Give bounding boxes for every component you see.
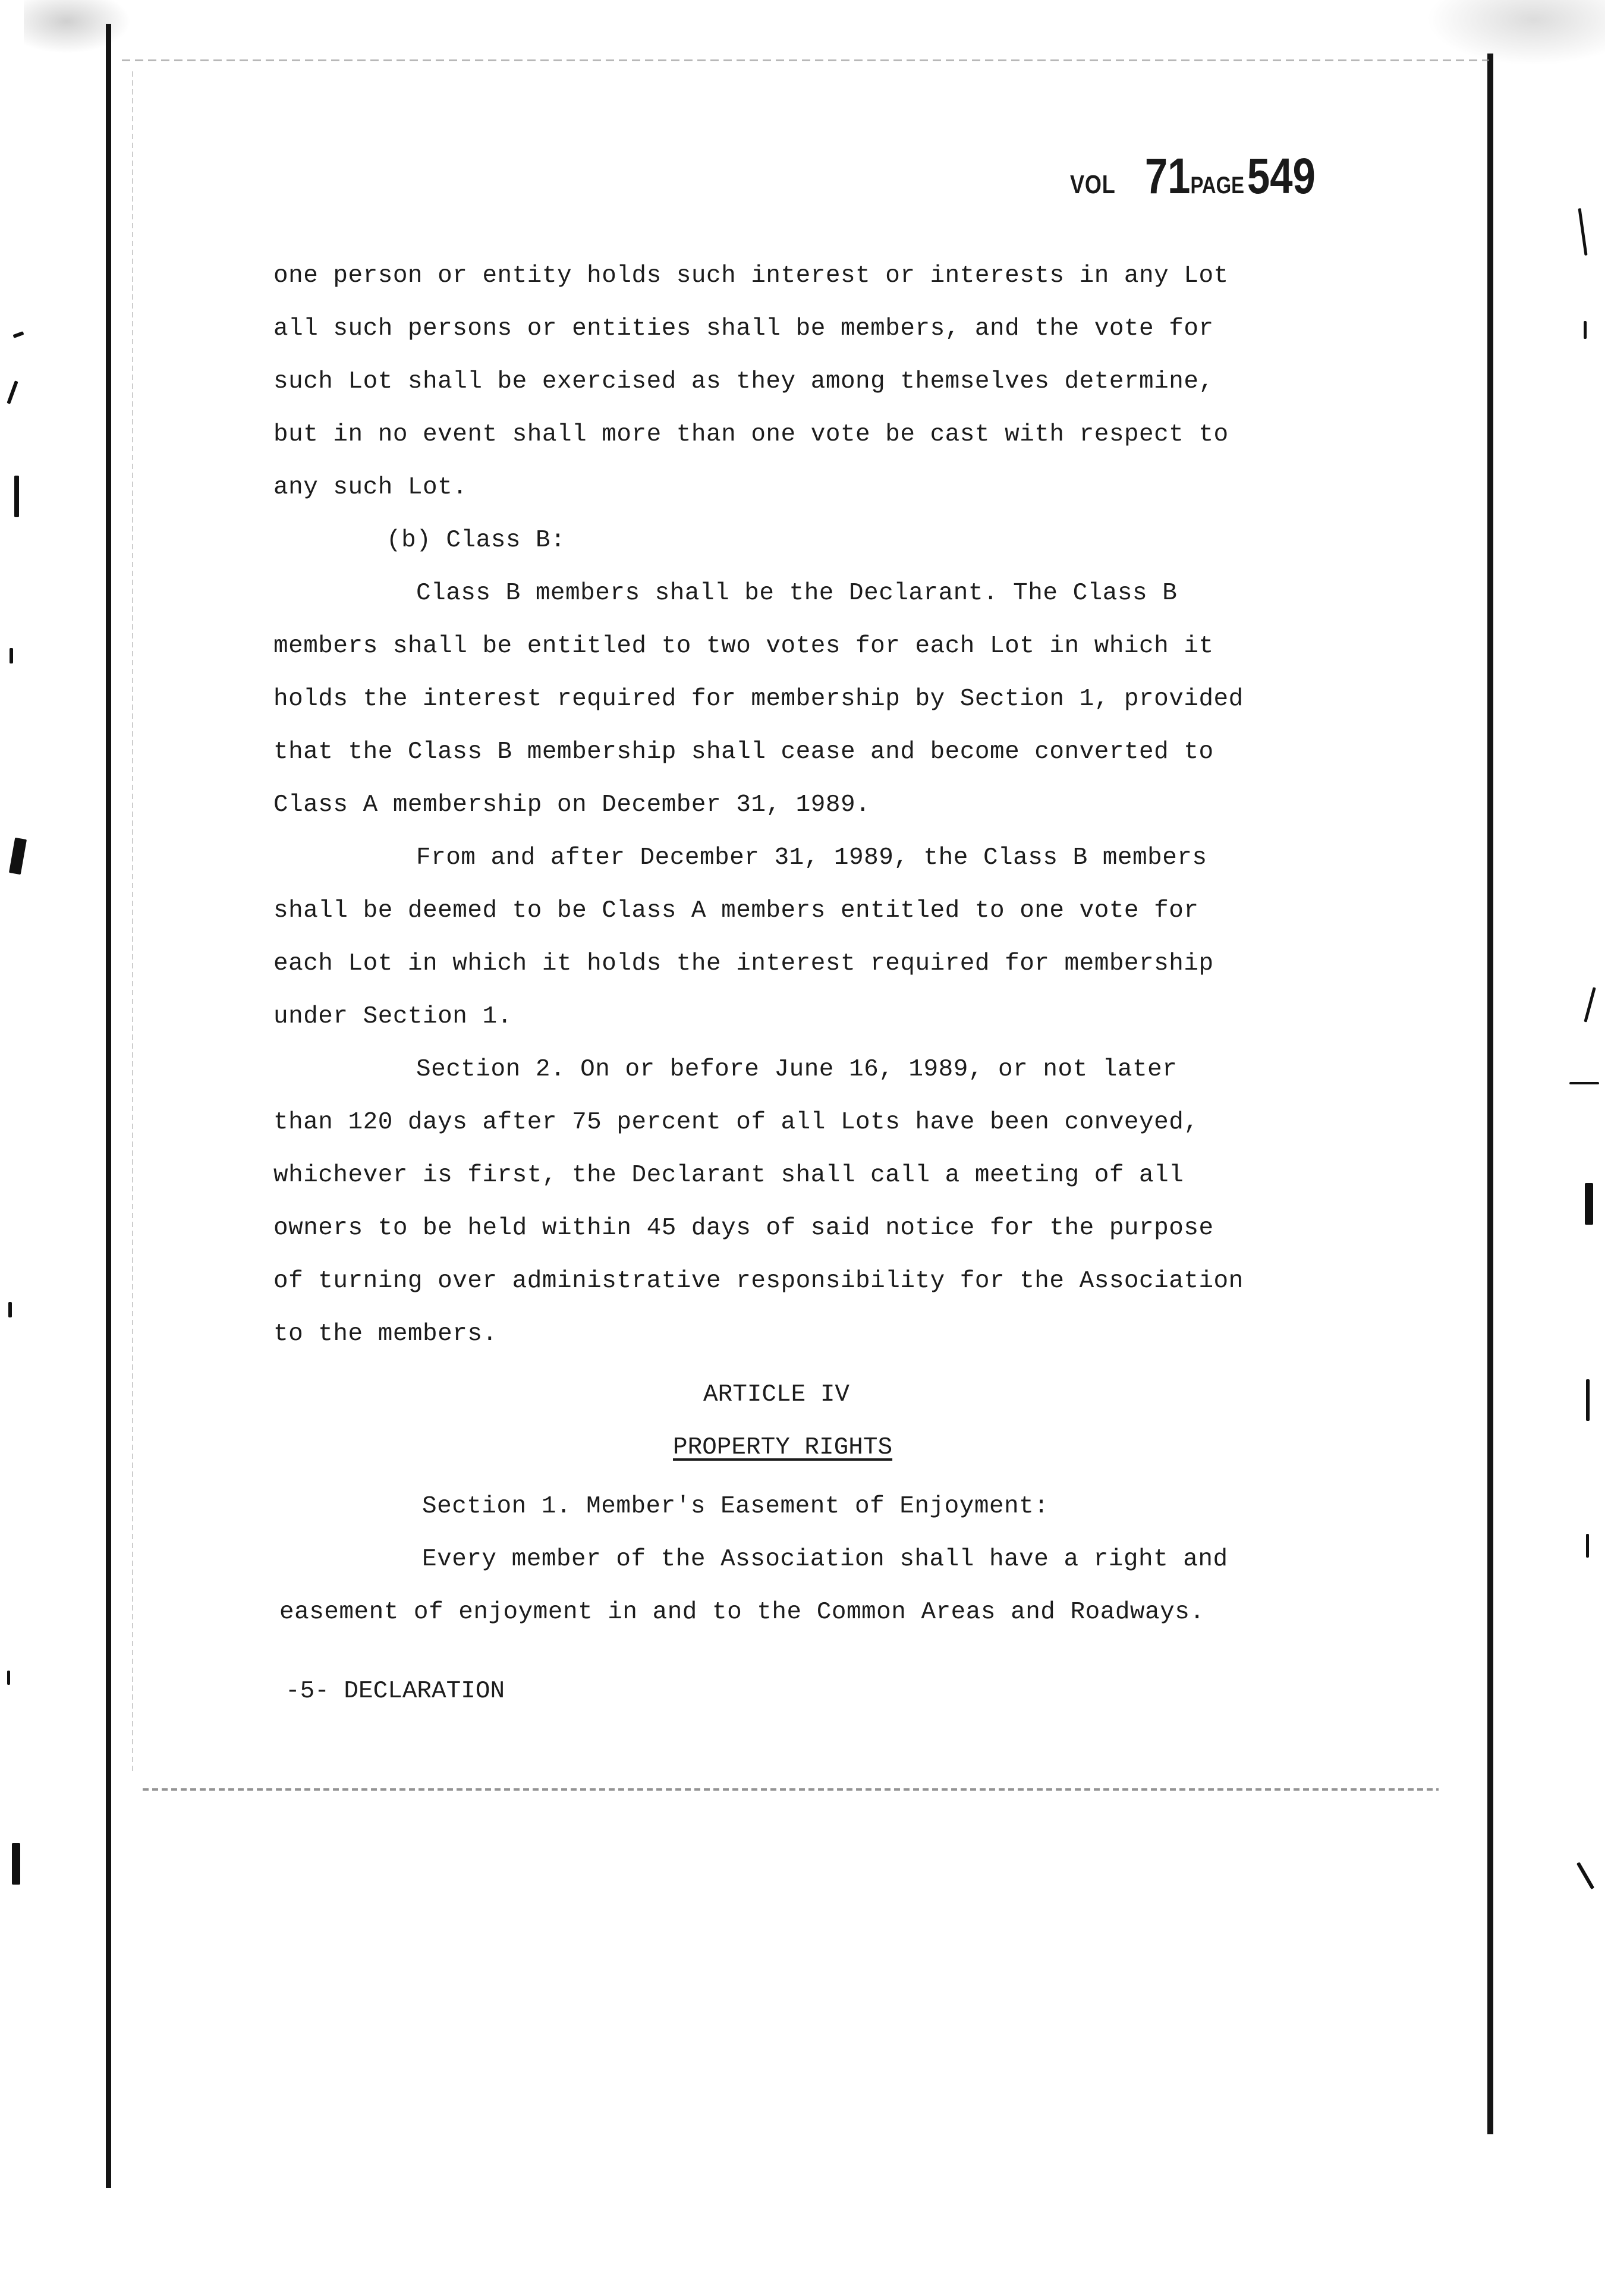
text-line: Section 2. On or before June 16, 1989, or not later xyxy=(416,1056,1178,1083)
margin-mark xyxy=(7,1671,10,1685)
volume-label: VOL xyxy=(1070,170,1116,199)
margin-mark xyxy=(10,648,13,663)
volume-page-stamp xyxy=(1070,147,1316,205)
text-line: to the members. xyxy=(273,1320,498,1348)
text-line: owners to be held within 45 days of said notice for the purpose xyxy=(273,1215,1214,1242)
margin-mark xyxy=(1584,987,1596,1022)
text-line: one person or entity holds such interest or interests in any Lot xyxy=(273,262,1229,290)
margin-mark xyxy=(8,1302,12,1317)
text-line: each Lot in which it holds the interest required for membership xyxy=(273,950,1214,977)
text-line: that the Class B membership shall cease and become converted to xyxy=(273,738,1214,766)
article-title: PROPERTY RIGHTS xyxy=(673,1434,893,1461)
text-line: Class A membership on December 31, 1989. xyxy=(273,791,871,819)
margin-mark xyxy=(7,380,18,404)
class-b-heading: (b) Class B: xyxy=(386,527,566,554)
text-line: holds the interest required for membership by Section 1, provided xyxy=(273,685,1244,713)
text-line: such Lot shall be exercised as they among themselves determine, xyxy=(273,368,1214,395)
page-border-left xyxy=(106,24,111,2188)
margin-mark xyxy=(13,331,24,338)
margin-mark xyxy=(9,838,27,875)
text-line: but in no event shall more than one vote be cast with respect to xyxy=(273,421,1229,448)
text-line: From and after December 31, 1989, the Class B members xyxy=(416,844,1207,872)
margin-mark xyxy=(1585,1183,1593,1225)
margin-mark xyxy=(1578,208,1587,256)
volume-number: 71 xyxy=(1144,148,1191,204)
text-line: easement of enjoyment in and to the Common Areas and Roadways. xyxy=(279,1599,1205,1626)
text-line: shall be deemed to be Class A members entitled to one vote for xyxy=(273,897,1199,924)
margin-mark xyxy=(12,1843,20,1885)
margin-mark xyxy=(1586,1379,1590,1421)
page-border-top xyxy=(122,59,1489,61)
text-line: than 120 days after 75 percent of all Lots have been conveyed, xyxy=(273,1109,1199,1136)
text-line: Class B members shall be the Declarant. The Class B xyxy=(416,580,1178,607)
margin-mark xyxy=(1569,1082,1599,1084)
text-line: all such persons or entities shall be members, and the vote for xyxy=(273,315,1214,342)
page-border-bottom xyxy=(143,1788,1439,1791)
article-number: ARTICLE IV xyxy=(703,1381,850,1408)
text-line: under Section 1. xyxy=(273,1003,512,1030)
margin-mark xyxy=(1584,321,1587,339)
scan-smudge-top-right xyxy=(1427,0,1605,65)
text-line: Every member of the Association shall have a right and xyxy=(422,1546,1228,1573)
page-footer: -5- DECLARATION xyxy=(285,1678,505,1705)
scan-smudge-top-left xyxy=(24,0,131,54)
binding-line xyxy=(132,71,133,1772)
paragraph-class-a-continuation xyxy=(273,250,1332,1361)
text-line: members shall be entitled to two votes for each Lot in which it xyxy=(273,633,1214,660)
margin-mark xyxy=(1577,1862,1594,1889)
text-line: of turning over administrative responsibility for the Association xyxy=(273,1267,1244,1295)
page-number: 549 xyxy=(1247,148,1316,204)
text-line: any such Lot. xyxy=(273,474,468,501)
text-line: whichever is first, the Declarant shall call a meeting of all xyxy=(273,1162,1184,1189)
section-heading: Section 1. Member's Easement of Enjoyment: xyxy=(422,1493,1049,1520)
article-iv-section-1 xyxy=(279,1480,1338,1639)
page-label: PAGE xyxy=(1190,172,1244,199)
page-border-right xyxy=(1487,54,1493,2134)
margin-mark xyxy=(14,476,19,517)
margin-mark xyxy=(1586,1534,1589,1558)
